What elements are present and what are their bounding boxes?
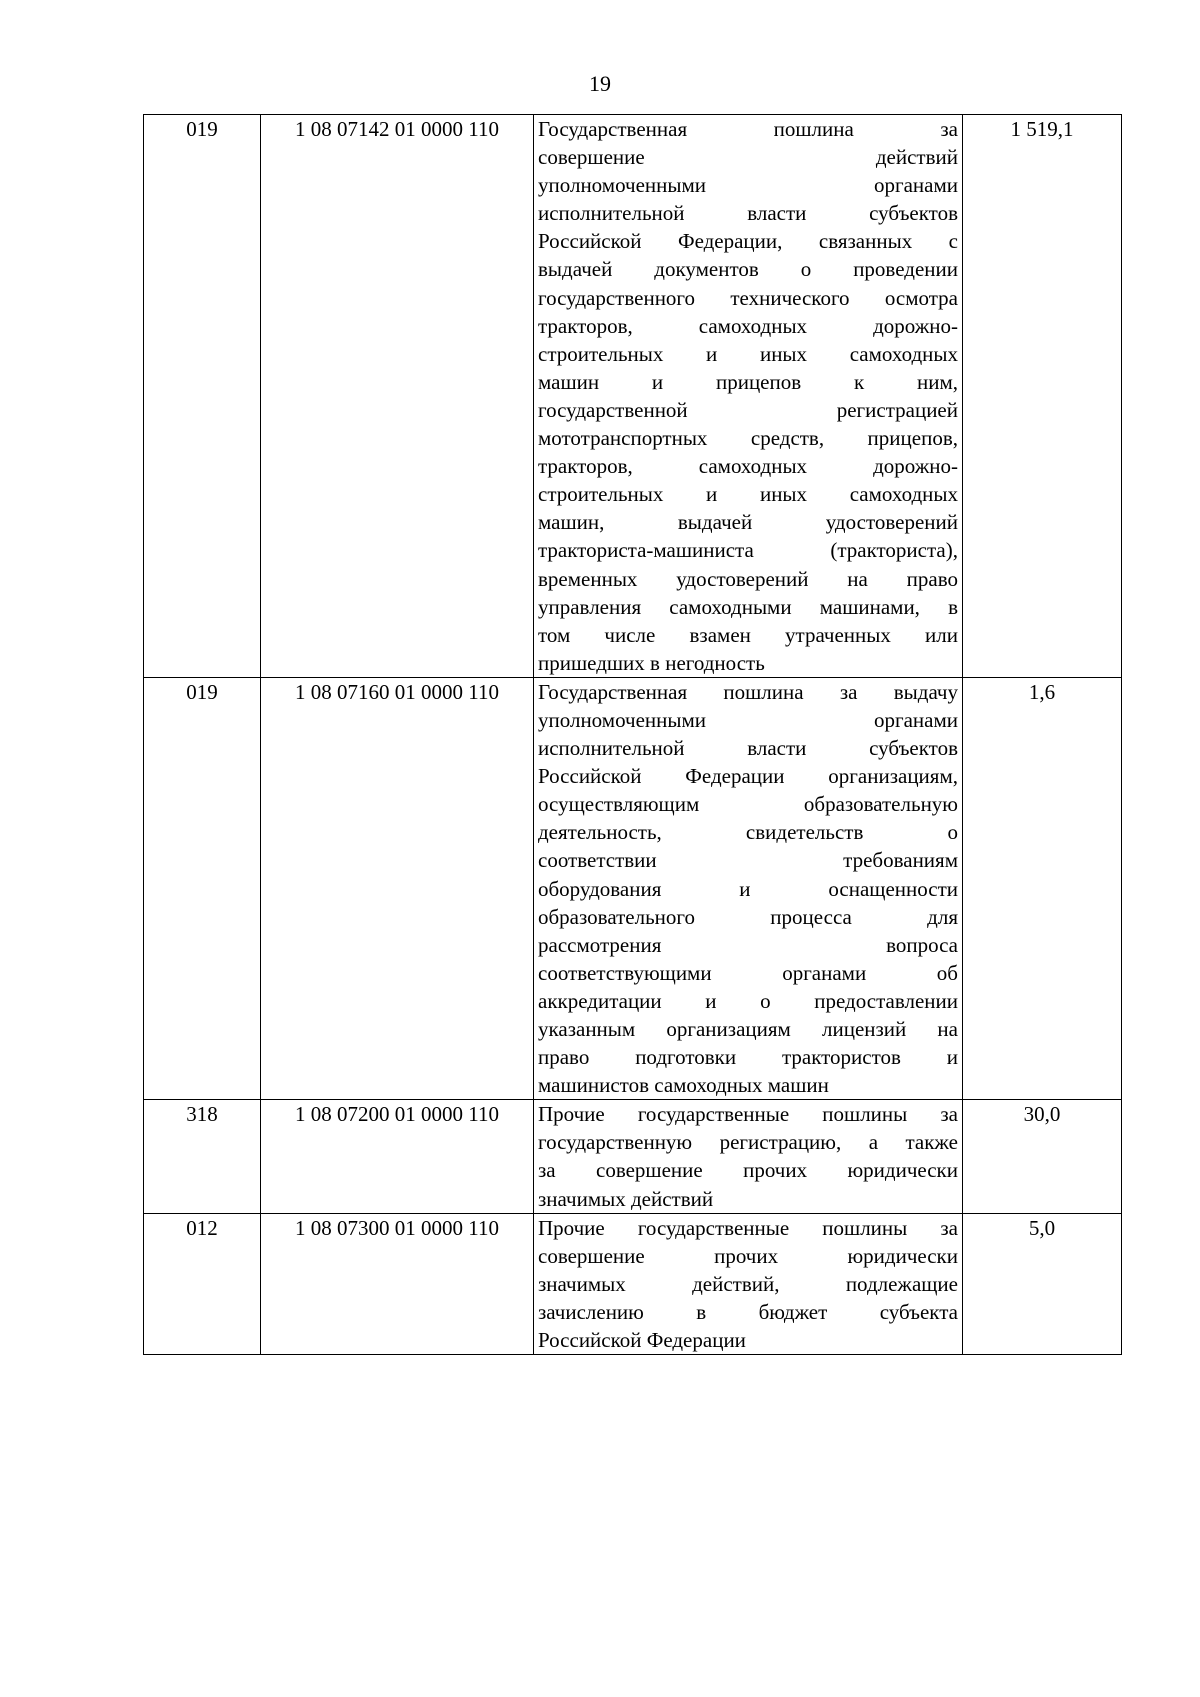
revenue-name-line: том числе взамен утраченных или — [538, 622, 958, 647]
revenue-name-line: совершение прочих юридически — [538, 1243, 958, 1268]
table-body — [144, 115, 1122, 1355]
revenue-name-line: исполнительной власти субъектов — [538, 201, 958, 226]
revenue-name-cell — [534, 677, 963, 1099]
revenue-name-line: зачислению в бюджет субъекта — [538, 1299, 958, 1324]
revenue-name-line: деятельность, свидетельств о — [538, 820, 958, 845]
revenue-table — [143, 114, 1122, 1355]
table-row — [144, 115, 1122, 678]
table-row — [144, 1100, 1122, 1213]
revenue-name-line: государственную регистрацию, а также — [538, 1130, 958, 1155]
revenue-name-cell — [534, 115, 963, 678]
revenue-name-line: государственной регистрацией — [538, 397, 958, 422]
kbk-code-cell: 1 08 07142 01 0000 110 — [261, 115, 534, 678]
revenue-name-line: указанным организациям лицензий на — [538, 1017, 958, 1041]
revenue-name-line: значимых действий — [538, 1186, 714, 1211]
revenue-name-cell — [534, 1213, 963, 1354]
revenue-name-line: строительных и иных самоходных — [538, 482, 958, 507]
revenue-name-line: за совершение прочих юридически — [538, 1158, 958, 1183]
admin-code-cell: 019 — [144, 115, 261, 678]
revenue-name-line: рассмотрения вопроса — [538, 932, 958, 957]
revenue-name-line: тракторов, самоходных дорожно- — [538, 313, 958, 338]
table-row — [144, 677, 1122, 1099]
amount-cell: 5,0 — [963, 1213, 1122, 1354]
kbk-code-cell: 1 08 07160 01 0000 110 — [261, 677, 534, 1099]
revenue-name-line: Российской Федерации, связанных с — [538, 229, 958, 254]
revenue-name-line: исполнительной власти субъектов — [538, 736, 958, 761]
admin-code-cell: 318 — [144, 1100, 261, 1213]
amount-cell: 1,6 — [963, 677, 1122, 1099]
amount-cell: 30,0 — [963, 1100, 1122, 1213]
revenue-name-line: управления самоходными машинами, в — [538, 594, 958, 619]
revenue-name-line: Российской Федерации организациям, — [538, 764, 958, 789]
revenue-name-line: право подготовки трактористов и — [538, 1045, 958, 1070]
revenue-name-line: Прочие государственные пошлины за — [538, 1102, 958, 1127]
revenue-name-line: машин, выдачей удостоверений — [538, 510, 958, 535]
revenue-name-line: Государственная пошлина за выдачу — [538, 679, 958, 704]
revenue-name-line: соответствующими органами об — [538, 960, 958, 985]
admin-code-cell: 019 — [144, 677, 261, 1099]
admin-code-cell: 012 — [144, 1213, 261, 1354]
revenue-name-line: осуществляющим образовательную — [538, 792, 958, 817]
revenue-name-line: выдачей документов о проведении — [538, 257, 958, 282]
revenue-name-line: аккредитации и о предоставлении — [538, 988, 958, 1013]
revenue-name-line: совершение действий — [538, 145, 958, 170]
revenue-name-line: значимых действий, подлежащие — [538, 1271, 958, 1296]
amount-cell: 1 519,1 — [963, 115, 1122, 678]
revenue-name-line: соответствии требованиям — [538, 848, 958, 873]
revenue-name-line: тракторов, самоходных дорожно- — [538, 454, 958, 479]
kbk-code-cell: 1 08 07200 01 0000 110 — [261, 1100, 534, 1213]
revenue-name-line: пришедших в негодность — [538, 650, 765, 675]
revenue-name-line: Прочие государственные пошлины за — [538, 1215, 958, 1240]
revenue-name-line: уполномоченными органами — [538, 707, 958, 732]
revenue-name-line: машин и прицепов к ним, — [538, 369, 958, 394]
revenue-name-line: Российской Федерации — [538, 1328, 746, 1353]
revenue-name-line: образовательного процесса для — [538, 904, 958, 929]
revenue-name-cell — [534, 1100, 963, 1213]
revenue-name-line: временных удостоверений на право — [538, 566, 958, 591]
revenue-name-line: оборудования и оснащенности — [538, 876, 958, 901]
revenue-name-line: тракториста-машиниста (тракториста), — [538, 538, 958, 563]
revenue-name-line: Государственная пошлина за — [538, 117, 958, 141]
revenue-name-line: мототранспортных средств, прицепов, — [538, 426, 958, 451]
revenue-name-line: уполномоченными органами — [538, 173, 958, 198]
kbk-code-cell: 1 08 07300 01 0000 110 — [261, 1213, 534, 1354]
revenue-name-line: строительных и иных самоходных — [538, 341, 958, 366]
revenue-name-line: государственного технического осмотра — [538, 285, 958, 310]
page-number: 19 — [589, 71, 611, 96]
revenue-name-line: машинистов самоходных машин — [538, 1073, 829, 1098]
table-row — [144, 1213, 1122, 1354]
